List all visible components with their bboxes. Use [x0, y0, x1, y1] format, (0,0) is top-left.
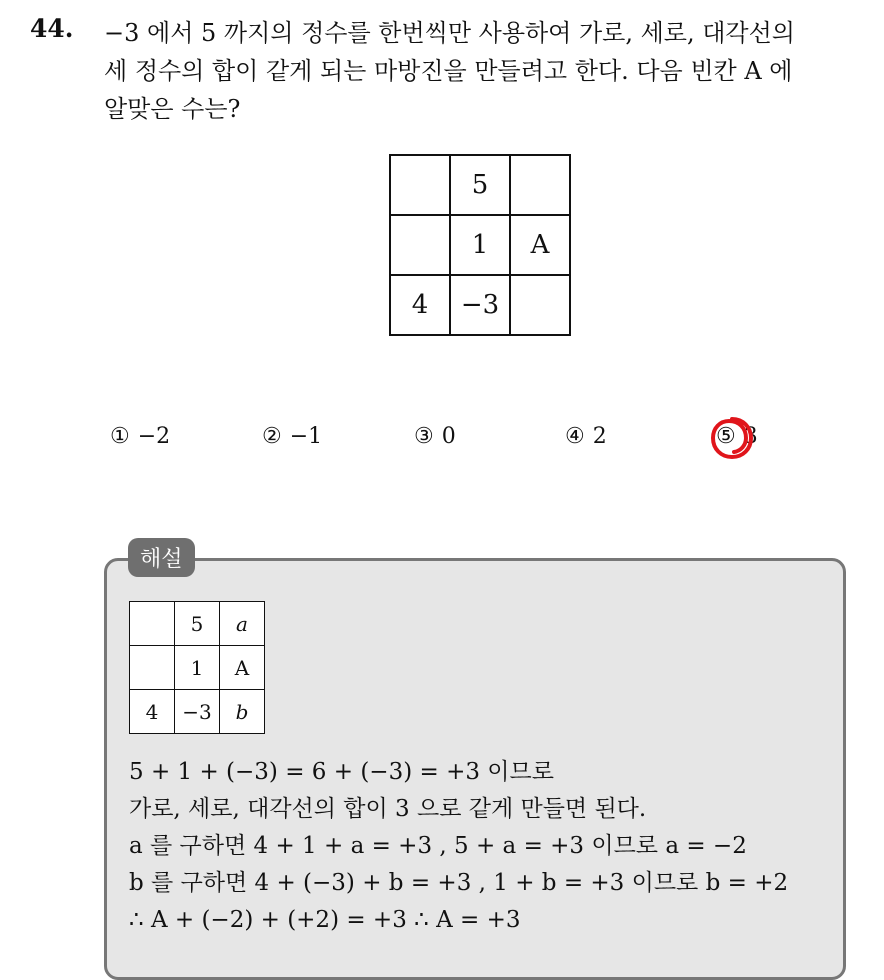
magic-square-grid	[389, 154, 571, 336]
choice-1[interactable]	[110, 424, 170, 449]
grid-cell	[390, 215, 450, 275]
choice-number: ④	[565, 424, 585, 449]
question-text	[104, 14, 864, 128]
solution-grid-cell: A	[220, 646, 265, 690]
solution-line: b 를 구하면 4 + (−3) + b = +3 , 1 + b = +3 이므로 b = +2	[129, 870, 789, 896]
choice-2[interactable]	[262, 424, 322, 449]
solution-grid-cell: a	[220, 602, 265, 646]
solution-line: a 를 구하면 4 + 1 + a = +3 , 5 + a = +3 이므로 a = −2	[129, 833, 747, 859]
selected-answer-circle-icon	[708, 414, 756, 462]
choice-number: ③	[414, 424, 434, 449]
solution-badge: 해설	[128, 538, 195, 577]
grid-cell: A	[510, 215, 570, 275]
solution-text	[129, 754, 788, 939]
solution-line: ∴ A + (−2) + (+2) = +3 ∴ A = +3	[129, 907, 521, 933]
grid-cell: −3	[450, 275, 510, 335]
choice-4[interactable]	[565, 424, 607, 449]
choice-number: ⑤	[716, 424, 736, 449]
question-line: 세 정수의 합이 같게 되는 마방진을 만들려고 한다. 다음 빈칸 A 에	[104, 57, 793, 85]
choice-3[interactable]	[414, 424, 456, 449]
choice-number: ②	[262, 424, 282, 449]
choice-value: 3	[743, 424, 758, 449]
choice-value: −2	[137, 424, 171, 449]
choice-value: 2	[592, 424, 607, 449]
solution-grid-cell	[130, 646, 175, 690]
grid-cell: 4	[390, 275, 450, 335]
choice-value: −1	[289, 424, 323, 449]
question-line: −3 에서 5 까지의 정수를 한번씩만 사용하여 가로, 세로, 대각선의	[104, 19, 795, 47]
solution-line: 5 + 1 + (−3) = 6 + (−3) = +3 이므로	[129, 759, 554, 785]
choice-number: ①	[110, 424, 130, 449]
solution-grid	[129, 601, 265, 734]
question-number: 44.	[30, 14, 74, 43]
grid-cell	[510, 155, 570, 215]
solution-grid-cell	[130, 602, 175, 646]
question-line: 알맞은 수는?	[104, 95, 241, 123]
grid-cell: 5	[450, 155, 510, 215]
solution-grid-cell: 4	[130, 690, 175, 734]
solution-grid-cell: b	[220, 690, 265, 734]
solution-grid-cell: 1	[175, 646, 220, 690]
grid-cell: 1	[450, 215, 510, 275]
solution-box	[104, 558, 846, 980]
grid-cell	[390, 155, 450, 215]
solution-grid-cell: −3	[175, 690, 220, 734]
choice-value: 0	[441, 424, 456, 449]
solution-grid-cell: 5	[175, 602, 220, 646]
grid-cell	[510, 275, 570, 335]
solution-line: 가로, 세로, 대각선의 합이 3 으로 같게 만들면 된다.	[129, 796, 647, 822]
